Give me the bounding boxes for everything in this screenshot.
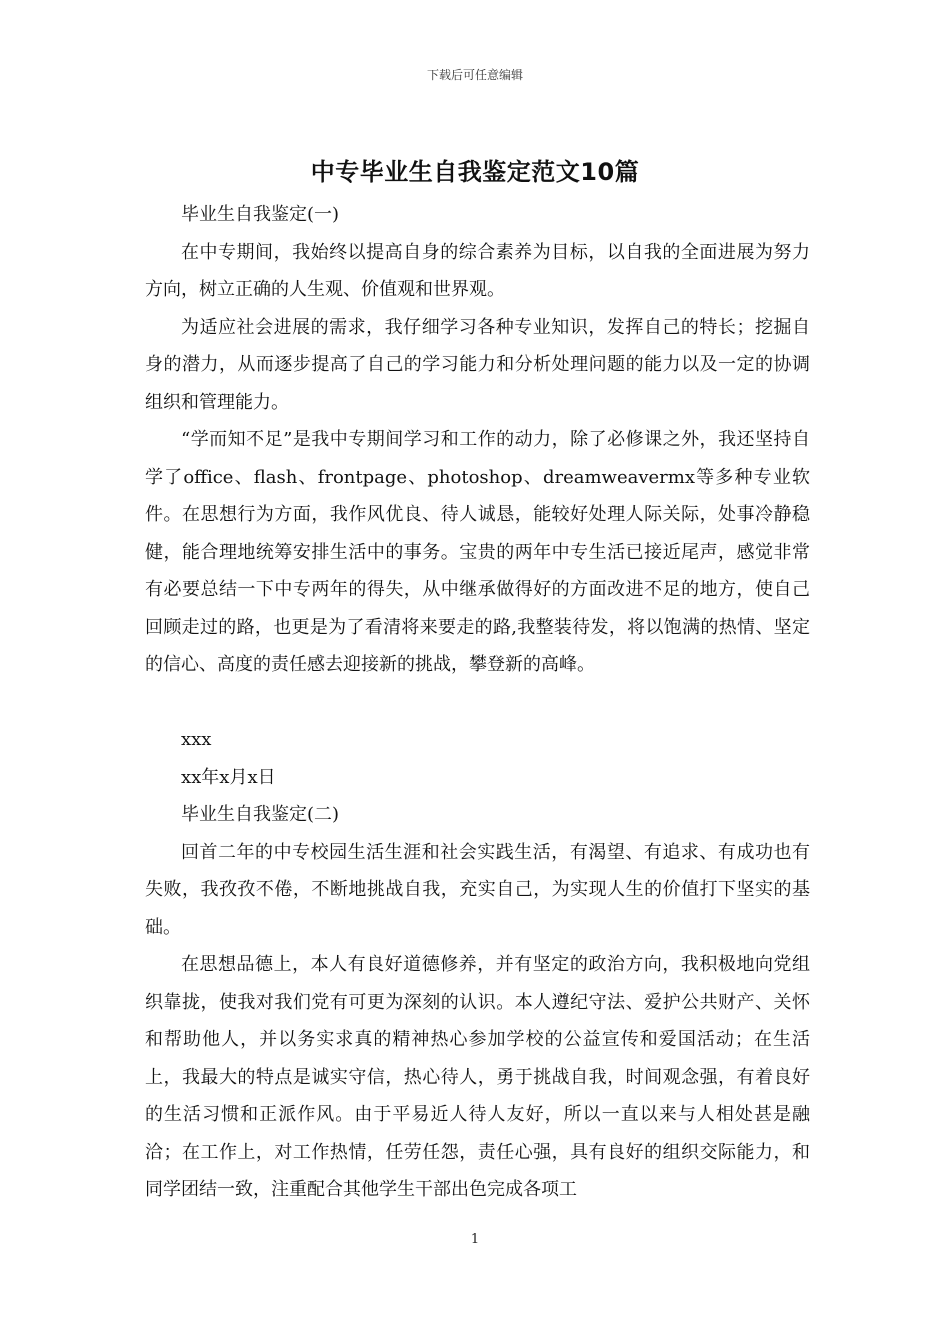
blank-line [145, 684, 810, 722]
paragraph: 回首二年的中专校园生活生涯和社会实践生活，有渴望、有追求、有成功也有失败，我孜孜不倦，不断地挑战自我，充实自己，为实现人生的价值打下坚实的基础。 [145, 841, 810, 938]
paragraph: 在思想品德上，本人有良好道德修养，并有坚定的政治方向，我积极地向党组织靠拢，使我对我们党有可更为深刻的认识。本人遵纪守法、爱护公共财产、关怀和帮助他人，并以务实求真的精神热心参加学校的公益宣传和爱国活动；在生活上，我最大的特点是诚实守信，热心待人，勇于挑战自我，时间观念强，有着良好的生活习惯和正派作风。由于平易近人待人友好，所以一直以来与人相处甚是融洽；在工作上，对工作热情，任劳任怨，责任心强，具有良好的组织交际能力，和同学团结一致，注重配合其他学生干部出色完成各项工 [145, 954, 810, 1200]
paragraph: 在中专期间，我始终以提高自身的综合素养为目标，以自我的全面进展为努力方向，树立正确的人生观、价值观和世界观。 [145, 241, 810, 300]
page-number: 1 [470, 1232, 480, 1247]
section-heading: 毕业生自我鉴定(二) [181, 804, 340, 825]
document-body [145, 196, 810, 1209]
paragraph: 为适应社会进展的需求，我仔细学习各种专业知识，发挥自己的特长；挖掘自身的潜力，从而逐步提高了自己的学习能力和分析处理问题的能力以及一定的协调组织和管理能力。 [145, 316, 810, 413]
page-header: 下载后可任意编辑 [426, 68, 523, 82]
signature-date: xx年x月x日 [181, 766, 276, 788]
document-title: 中专毕业生自我鉴定范文10篇 [310, 158, 640, 186]
section-heading: 毕业生自我鉴定(一) [181, 204, 340, 225]
signature-name: xxx [181, 729, 212, 750]
paragraph: “学而知不足”是我中专期间学习和工作的动力，除了必修课之外，我还坚持自学了office、flash、frontpage、photoshop、dreamweavermx等多种专业软件。在思想行为方面，我作风优良、待人诚恳，能较好处理人际关际，处事冷静稳健，能合理地统筹安排生活中的事务。宝贵的两年中专生活已接近尾声，感觉非常有必要总结一下中专两年的得失，从中继承做得好的方面改进不足的地方，使自己回顾走过的路，也更是为了看清将来要走的路,我整装待发，将以饱满的热情、坚定的信心、高度的责任感去迎接新的挑战，攀登新的高峰。 [145, 429, 810, 675]
